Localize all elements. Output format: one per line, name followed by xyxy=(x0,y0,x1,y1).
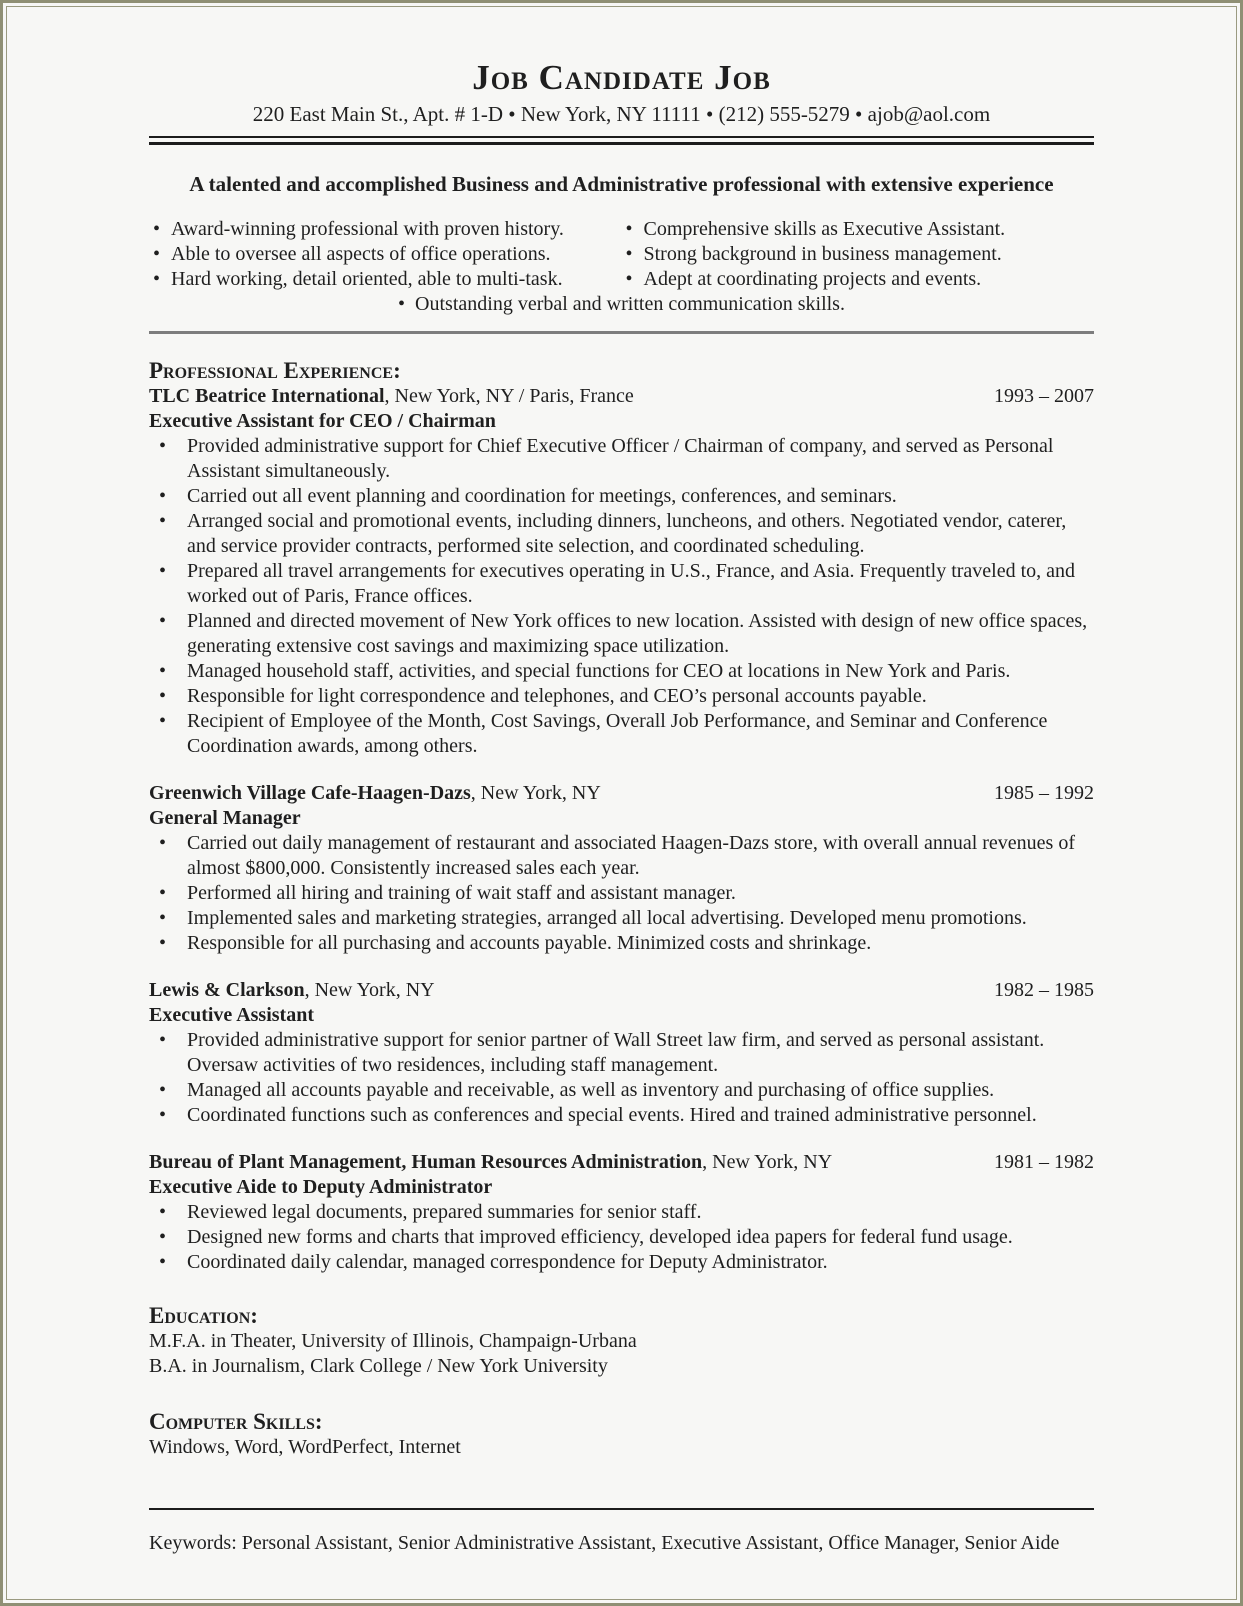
job-bullet: • Planned and directed movement of New York offices to new location. Assisted with design of new office spaces, generating extensive cost savings and maximizing space utilization. xyxy=(187,609,1094,659)
job-dates: 1985 – 1992 xyxy=(994,782,1094,804)
computer-skills-list: Windows, Word, WordPerfect, Internet xyxy=(149,1436,461,1458)
computer-skills-heading: Computer Skills: xyxy=(149,1409,323,1434)
resume-content xyxy=(149,0,1094,1556)
job-title: Executive Assistant for CEO / Chairman xyxy=(149,410,496,432)
job-bullet: • Provided administrative support for senior partner of Wall Street law firm, and served as personal assistant. Oversaw activities of two residences, including staff management. xyxy=(187,1028,1094,1078)
summary-bullet: • Able to oversee all aspects of office operations. xyxy=(149,242,622,267)
job-location: , New York, NY xyxy=(470,782,601,804)
job-company: Lewis & Clarkson xyxy=(149,979,305,1001)
job-entry xyxy=(149,384,1094,759)
experience-heading: Professional Experience: xyxy=(149,358,401,383)
summary-divider xyxy=(149,331,1094,334)
job-bullet: • Managed all accounts payable and receivable, as well as inventory and purchasing of office supplies. xyxy=(187,1078,1094,1103)
job-header xyxy=(149,978,1094,1003)
summary-headline: A talented and accomplished Business and Administrative professional with extensive experience xyxy=(189,172,1054,196)
job-header xyxy=(149,781,1094,806)
footer-divider xyxy=(149,1508,1094,1510)
keywords-line: Keywords: Personal Assistant, Senior Administrative Assistant, Executive Assistant, Office Manager, Senior Aide xyxy=(149,1532,1060,1554)
summary-bullet: • Award-winning professional with proven history. xyxy=(149,217,622,242)
job-dates: 1982 – 1985 xyxy=(994,979,1094,1001)
education-section xyxy=(149,1303,1094,1379)
job-bullet: • Recipient of Employee of the Month, Cost Savings, Overall Job Performance, and Seminar and Conference Coordination awards, among others. xyxy=(187,709,1094,759)
job-bullet: • Coordinated daily calendar, managed correspondence for Deputy Administrator. xyxy=(187,1250,1094,1275)
job-header xyxy=(149,384,1094,409)
job-location: , New York, NY xyxy=(702,1151,833,1173)
job-bullet: • Responsible for all purchasing and accounts payable. Minimized costs and shrinkage. xyxy=(187,931,1094,956)
job-entry xyxy=(149,781,1094,956)
summary-bullet: • Hard working, detail oriented, able to multi-task. xyxy=(149,267,622,292)
job-bullet: • Arranged social and promotional events, including dinners, luncheons, and others. Negotiated vendor, caterer, and service provider contracts, performed site selection, and coordinated scheduling. xyxy=(187,509,1094,559)
education-item: B.A. in Journalism, Clark College / New York University xyxy=(149,1355,608,1377)
job-bullet: • Implemented sales and marketing strategies, arranged all local advertising. Developed menu promotions. xyxy=(187,906,1094,931)
computer-skills-section xyxy=(149,1409,1094,1460)
summary-bullet-center: • Outstanding verbal and written communication skills. xyxy=(149,292,1094,317)
summary-bullet: • Adept at coordinating projects and events. xyxy=(622,267,1095,292)
candidate-name: Job Candidate Job xyxy=(472,58,771,97)
summary-columns xyxy=(149,217,1094,292)
job-bullet: • Provided administrative support for Chief Executive Officer / Chairman of company, and served as Personal Assistant simultaneously. xyxy=(187,434,1094,484)
education-item: M.F.A. in Theater, University of Illinois, Champaign-Urbana xyxy=(149,1330,637,1352)
contact-line: 220 East Main St., Apt. # 1-D • New York, NY 11111 • (212) 555-5279 • ajob@aol.com xyxy=(252,102,991,126)
job-dates: 1993 – 2007 xyxy=(994,385,1094,407)
summary-column-right xyxy=(622,217,1095,292)
summary-bullet: • Comprehensive skills as Executive Assistant. xyxy=(622,217,1095,242)
job-company-line xyxy=(149,781,601,806)
job-entry xyxy=(149,1150,1094,1275)
job-company: Greenwich Village Cafe-Haagen-Dazs xyxy=(149,782,471,804)
job-company: Bureau of Plant Management, Human Resources Administration xyxy=(149,1151,703,1173)
job-bullet: • Managed household staff, activities, and special functions for CEO at locations in New York and Paris. xyxy=(187,659,1094,684)
job-company-line xyxy=(149,1150,832,1175)
job-title: General Manager xyxy=(149,807,301,829)
job-title: Executive Assistant xyxy=(149,1004,314,1026)
job-bullet: • Carried out daily management of restaurant and associated Haagen-Dazs store, with overall annual revenues of almost $800,000. Consistently increased sales each year. xyxy=(187,831,1094,881)
job-bullet: • Coordinated functions such as conferences and special events. Hired and trained administrative personnel. xyxy=(187,1103,1094,1128)
job-bullet: • Carried out all event planning and coordination for meetings, conferences, and seminars. xyxy=(187,484,1094,509)
job-company: TLC Beatrice International xyxy=(149,385,385,407)
job-entry xyxy=(149,978,1094,1128)
job-bullet: • Prepared all travel arrangements for executives operating in U.S., France, and Asia. Frequently traveled to, and worked out of Paris, France offices. xyxy=(187,559,1094,609)
job-location: , New York, NY xyxy=(304,979,435,1001)
job-bullet: • Performed all hiring and training of wait staff and assistant manager. xyxy=(187,881,1094,906)
job-company-line xyxy=(149,384,634,409)
job-bullet: • Reviewed legal documents, prepared summaries for senior staff. xyxy=(187,1200,1094,1225)
summary-bullet: • Strong background in business management. xyxy=(622,242,1095,267)
job-header xyxy=(149,1150,1094,1175)
header-divider xyxy=(149,136,1094,145)
job-company-line xyxy=(149,978,435,1003)
job-title: Executive Aide to Deputy Administrator xyxy=(149,1176,493,1198)
job-dates: 1981 – 1982 xyxy=(994,1151,1094,1173)
job-location: , New York, NY / Paris, France xyxy=(384,385,634,407)
job-bullet: • Responsible for light correspondence and telephones, and CEO’s personal accounts payable. xyxy=(187,684,1094,709)
education-heading: Education: xyxy=(149,1303,258,1328)
job-bullet: • Designed new forms and charts that improved efficiency, developed idea papers for federal fund usage. xyxy=(187,1225,1094,1250)
summary-column-left xyxy=(149,217,622,292)
